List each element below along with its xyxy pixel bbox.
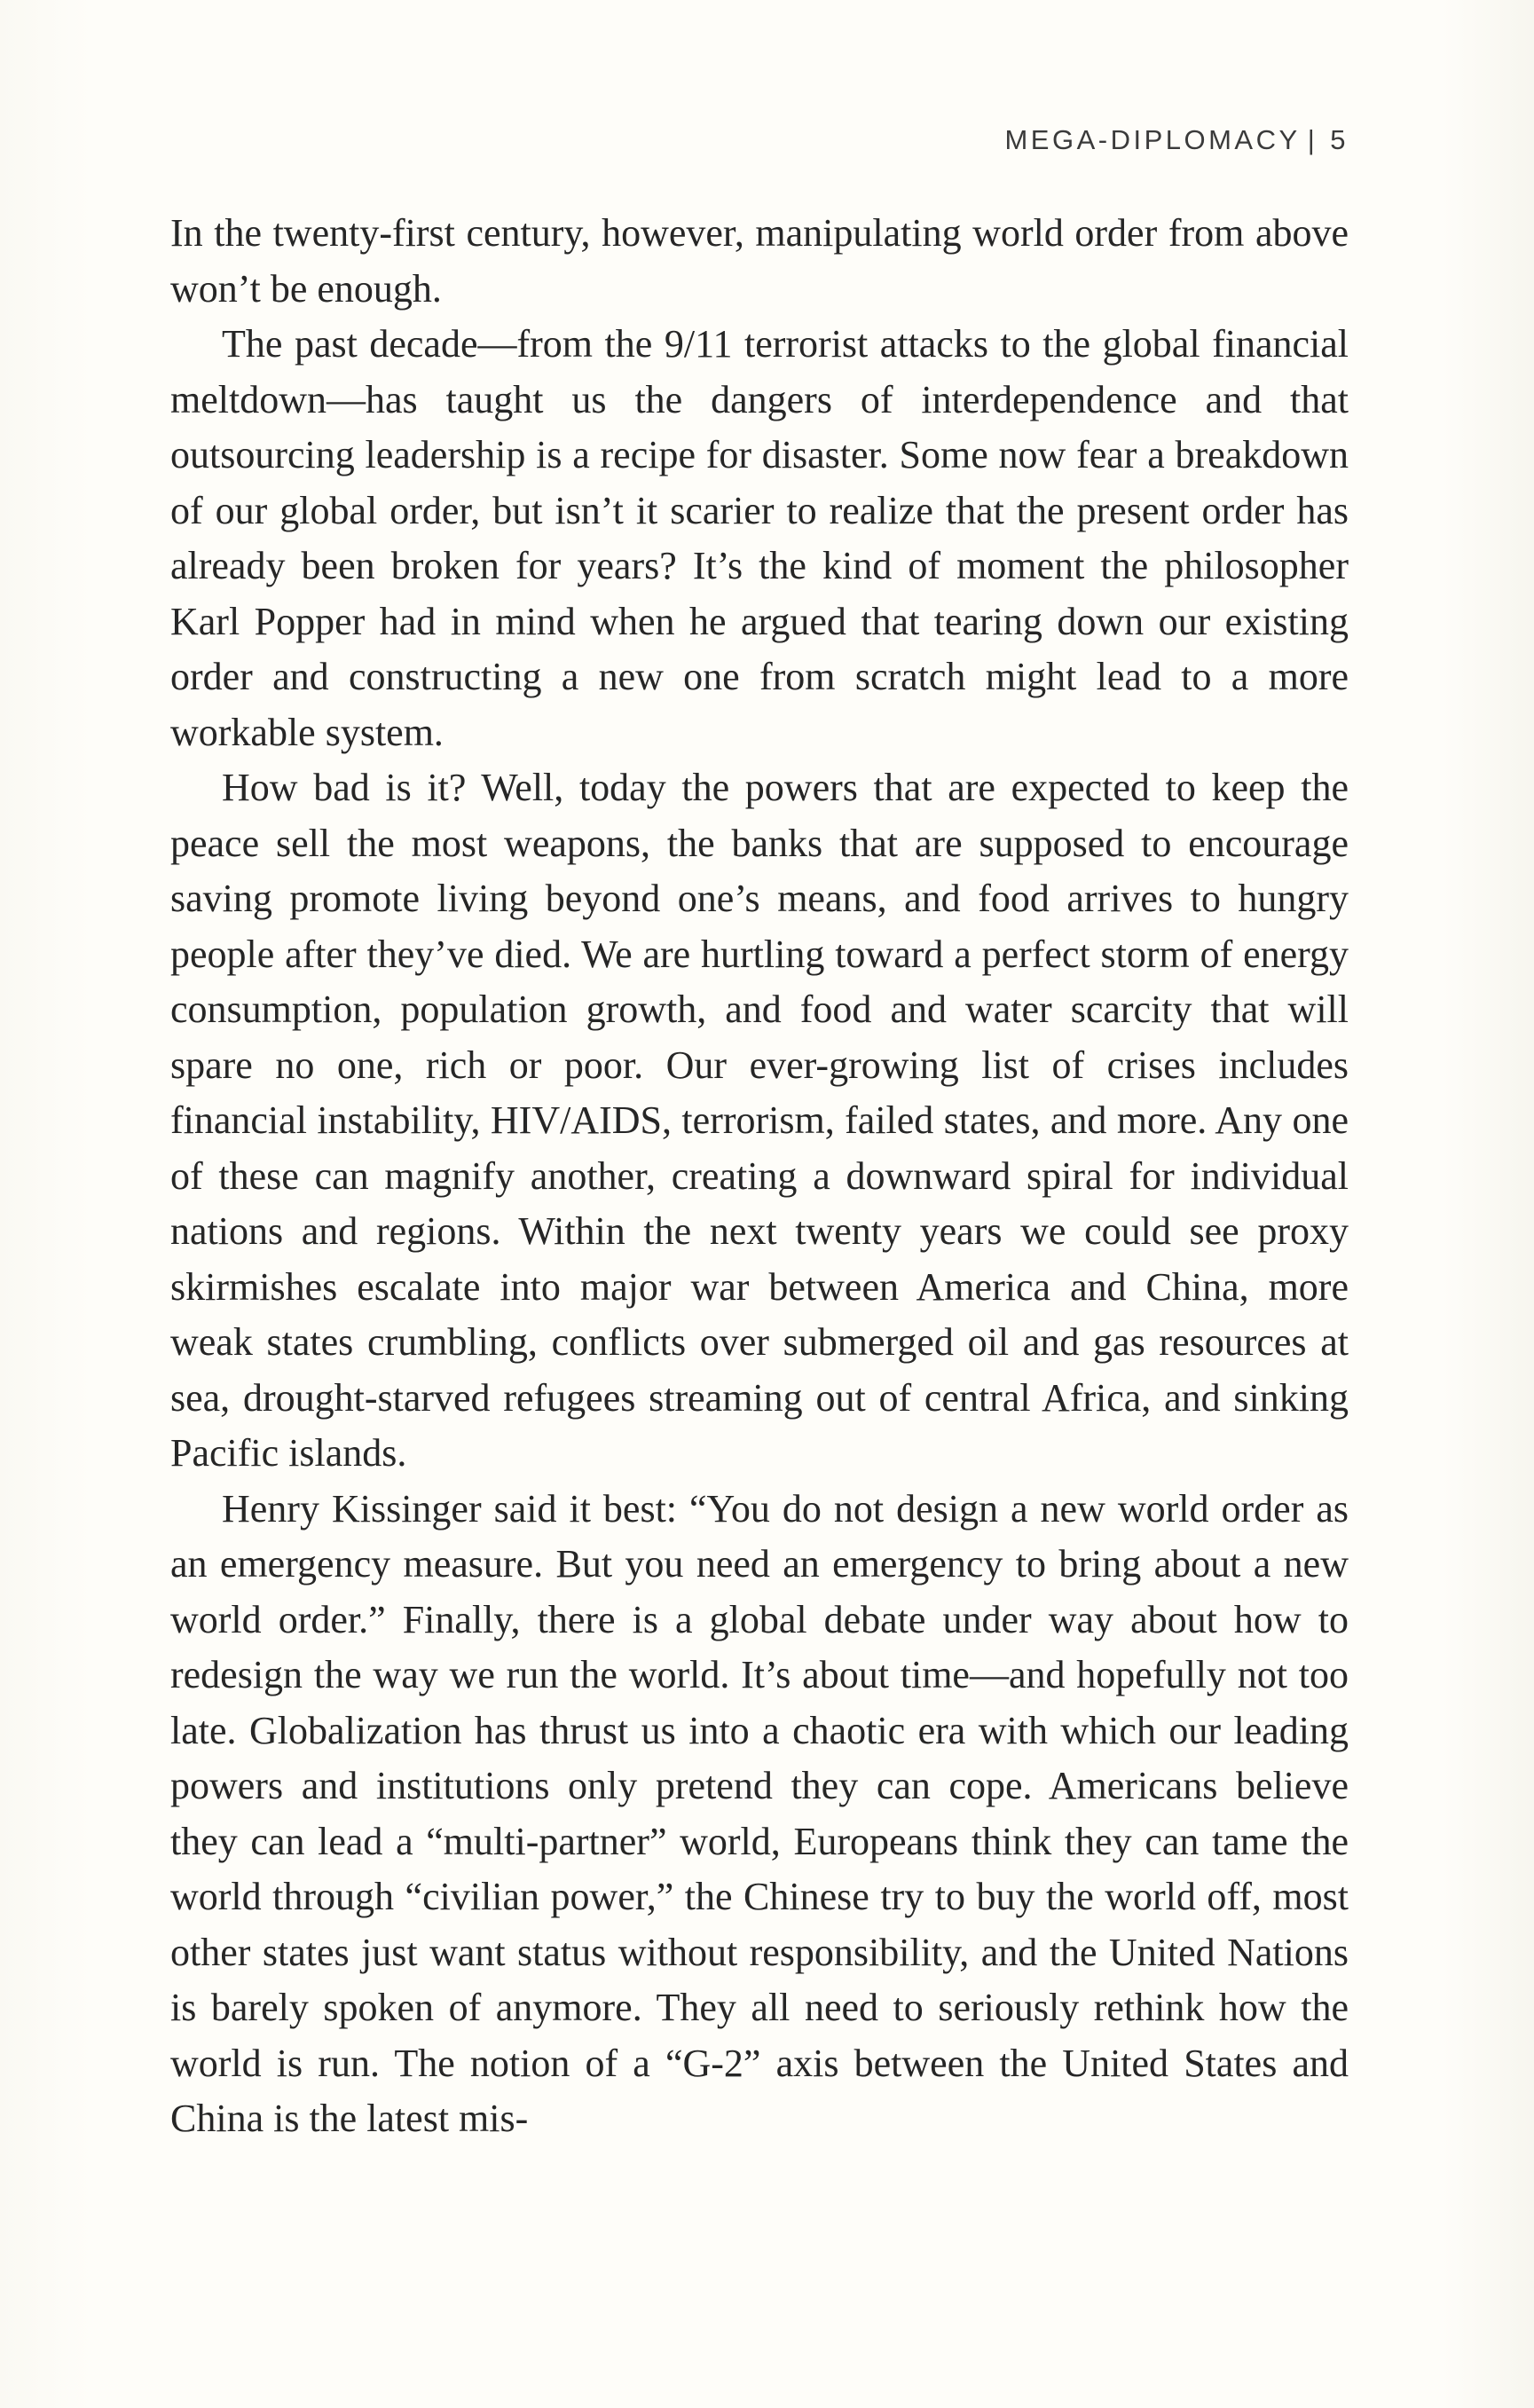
page-number: 5 — [1330, 124, 1349, 155]
paragraph: The past decade—from the 9/11 terrorist attacks to the global financial meltdown—has taught us the dangers of interdependence and that outsourcing leadership is a recipe for disaster. Some now fear a breakdown of our global order, but isn’t it scarier to realize that the present order has already been broken for years? It’s the kind of moment the philosopher Karl Popper had in mind when he argued that tearing down our existing order and constructing a new one from scratch might lead to a more workable system. — [170, 322, 1349, 754]
paragraph: Henry Kissinger said it best: “You do not design a new world order as an emergency measure. But you need an emergency to bring about a new world order.” Finally, there is a global debate under way about how to redesign the way we run the world. It’s about time—and hopefully not too late. Globalization has thrust us into a chaotic era with which our leading powers and institutions only pretend they can cope. Americans believe they can lead a “multi-partner” world, Europeans think they can tame the world through “civilian power,” the Chinese try to buy the world off, most other states just want status without responsibility, and the United Nations is barely spoken of anymore. They all need to seriously rethink how the world is run. The notion of a “G-2” axis between the United States and China is the latest mis- — [170, 1486, 1349, 2140]
header-separator: | — [1307, 124, 1318, 155]
body-text — [170, 206, 1349, 2147]
running-title: MEGA-DIPLOMACY — [1004, 124, 1301, 155]
paragraph: How bad is it? Well, today the powers that are expected to keep the peace sell the most weapons, the banks that are supposed to encourage saving promote living beyond one’s means, and food arrives to hungry people after they’ve died. We are hurtling toward a perfect storm of energy consumption, population growth, and food and water scarcity that will spare no one, rich or poor. Our ever-growing list of crises includes financial instability, HIV/AIDS, terrorism, failed states, and more. Any one of these can magnify another, creating a downward spiral for individual nations and regions. Within the next twenty years we could see proxy skirmishes escalate into major war between America and China, more weak states crumbling, conflicts over submerged oil and gas resources at sea, drought-starved refugees streaming out of central Africa, and sinking Pacific islands. — [170, 766, 1349, 1475]
paragraph: In the twenty-first century, however, manipulating world order from above won’t be enough. — [170, 211, 1349, 311]
running-head — [1004, 124, 1349, 156]
